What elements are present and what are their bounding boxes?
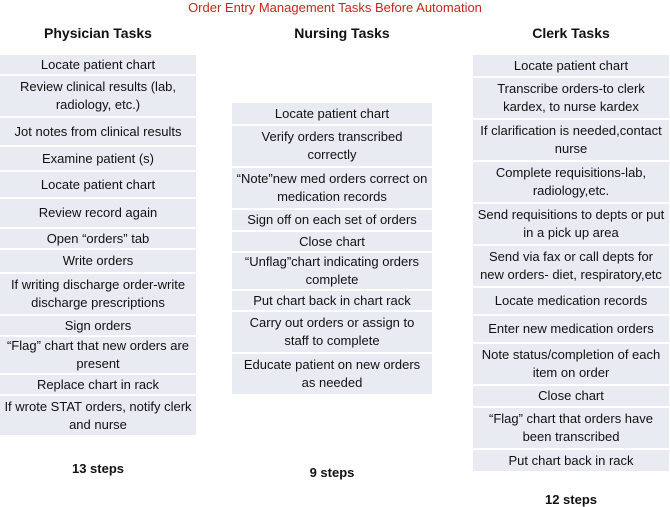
- task-cell: “Flag” chart that new orders are present: [0, 337, 196, 373]
- task-cell: Locate patient chart: [473, 55, 669, 76]
- task-cell: If writing discharge order-write discharge prescriptions: [0, 274, 196, 314]
- task-cell: Enter new medication orders: [473, 316, 669, 342]
- task-cell: Review record again: [0, 199, 196, 227]
- task-cell: Verify orders transcribed correctly: [232, 126, 432, 166]
- task-cell: Locate patient chart: [0, 172, 196, 197]
- clerk-step-count: 12 steps: [544, 492, 598, 507]
- task-cell: Write orders: [0, 250, 196, 272]
- clerk-tasks-heading: Clerk Tasks: [532, 25, 610, 41]
- task-cell: Jot notes from clinical results: [0, 118, 196, 145]
- task-cell: Sign off on each set of orders: [232, 210, 432, 230]
- task-cell: Educate patient on new orders as needed: [232, 354, 432, 394]
- task-cell: Sign orders: [0, 316, 196, 335]
- nursing-tasks-heading: Nursing Tasks: [294, 25, 390, 41]
- task-cell: Put chart back in rack: [473, 450, 669, 471]
- task-cell: Close chart: [473, 386, 669, 406]
- task-cell: Note status/completion of each item on order: [473, 344, 669, 384]
- task-cell: Locate patient chart: [0, 55, 196, 74]
- task-cell: “Note”new med orders correct on medication records: [232, 168, 432, 208]
- task-cell: Send via fax or call depts for new orders- diet, respiratory,etc: [473, 246, 669, 286]
- nursing-task-list: [232, 103, 432, 394]
- task-cell: Send requisitions to depts or put in a pick up area: [473, 204, 669, 244]
- physician-task-list: [0, 55, 196, 435]
- task-cell: Open “orders” tab: [0, 229, 196, 248]
- task-cell: Put chart back in chart rack: [232, 291, 432, 310]
- task-cell: “Flag” chart that orders have been transcribed: [473, 408, 669, 448]
- task-cell: Examine patient (s): [0, 147, 196, 170]
- task-cell: If wrote STAT orders, notify clerk and nurse: [0, 396, 196, 435]
- task-cell: Close chart: [232, 232, 432, 251]
- diagram-title: Order Entry Management Tasks Before Automation: [188, 0, 482, 15]
- task-cell: Transcribe orders-to clerk kardex, to nurse kardex: [473, 78, 669, 118]
- physician-tasks-heading: Physician Tasks: [44, 25, 152, 41]
- clerk-task-list: [473, 55, 669, 471]
- task-cell: Locate patient chart: [232, 103, 432, 124]
- task-cell: Review clinical results (lab, radiology, etc.): [0, 76, 196, 116]
- task-cell: Replace chart in rack: [0, 375, 196, 394]
- physician-step-count: 13 steps: [71, 461, 125, 476]
- task-cell: “Unflag”chart indicating orders complete: [232, 253, 432, 289]
- task-cell: Locate medication records: [473, 288, 669, 314]
- task-cell: Complete requisitions-lab, radiology,etc.: [473, 162, 669, 202]
- task-cell: Carry out orders or assign to staff to complete: [232, 312, 432, 352]
- nursing-step-count: 9 steps: [309, 465, 355, 480]
- task-cell: If clarification is needed,contact nurse: [473, 120, 669, 160]
